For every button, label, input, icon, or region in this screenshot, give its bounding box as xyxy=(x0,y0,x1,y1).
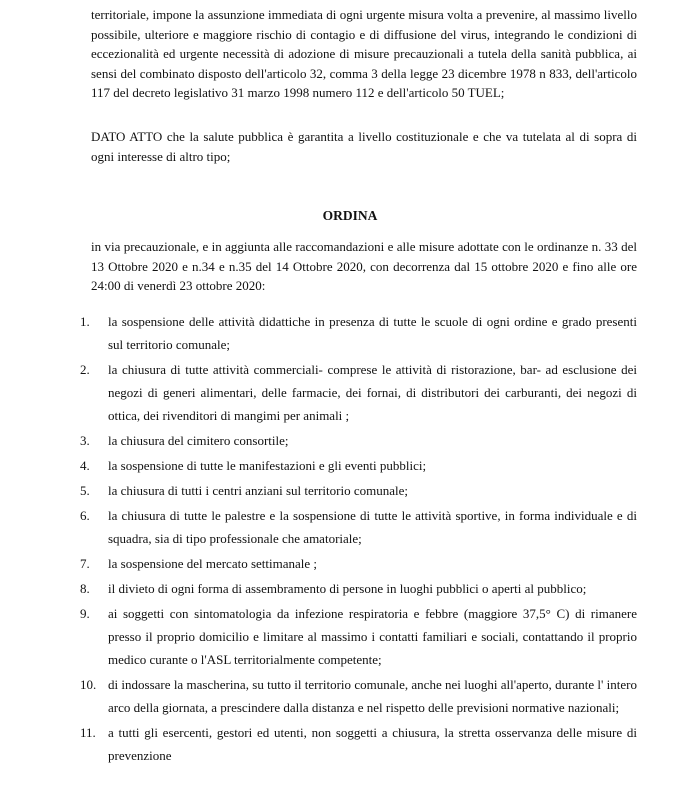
list-item-text: la chiusura di tutte le palestre e la sospensione di tutte le attività sportive, in forma individuale e di squadra, sia di tipo professionale che amatoriale; xyxy=(108,508,637,546)
list-item-number: 10. xyxy=(80,677,97,692)
intro-paragraph: in via precauzionale, e in aggiunta alle raccomandazioni e alle misure adottate con le ordinanze n. 33 del 13 Ottobre 2020 e n.34 e n.35 del 14 Ottobre 2020, con decorrenza dal 15 ottobre 2020 e fino alle ore 24:00 di venerdì 23 ottobre 2020: xyxy=(91,239,637,293)
list-item-number: 1. xyxy=(80,314,90,329)
list-item-number: 6. xyxy=(80,508,90,523)
list-item-number: 11. xyxy=(80,725,96,740)
list-item-number: 7. xyxy=(80,556,90,571)
list-item xyxy=(80,454,637,477)
list-item xyxy=(80,673,637,719)
list-item-number: 2. xyxy=(80,362,90,377)
list-item xyxy=(80,552,637,575)
list-item xyxy=(80,358,637,427)
list-item-text: ai soggetti con sintomatologia da infezione respiratoria e febbre (maggiore 37,5° C) di rimanere presso il proprio domicilio e limitare al massimo i contatti familiari e sociali, contattando il proprio medico curante o l'ASL territorialmente competente; xyxy=(108,606,637,667)
list-item-text: il divieto di ogni forma di assembramento di persone in luoghi pubblici o aperti al pubblico; xyxy=(108,581,587,596)
list-item-number: 4. xyxy=(80,458,90,473)
list-item-text: a tutti gli esercenti, gestori ed utenti, non soggetti a chiusura, la stretta osservanza delle misure di prevenzione xyxy=(108,725,637,763)
list-item xyxy=(80,504,637,550)
list-item-number: 5. xyxy=(80,483,90,498)
preamble-paragraph: territoriale, impone la assunzione immediata di ogni urgente misura volta a prevenire, al massimo livello possibile, ulteriore e maggiore rischio di contagio e di diffusione del virus, integrando le condizioni di eccezionalità ed urgente necessità di adozione di misure precauzionali a tutela della sanità pubblica, ai sensi del combinato disposto dell'articolo 32, comma 3 della legge 23 dicembre 1978 n 833, dell'articolo 117 del decreto legislativo 31 marzo 1998 numero 112 e dell'articolo 50 TUEL; xyxy=(91,7,637,100)
measures-list xyxy=(80,310,637,769)
list-item-number: 3. xyxy=(80,433,90,448)
list-item xyxy=(80,602,637,671)
list-item-text: la chiusura del cimitero consortile; xyxy=(108,433,289,448)
dato-atto-paragraph: DATO ATTO che la salute pubblica è garantita a livello costituzionale e che va tutelata al di sopra di ogni interesse di altro tipo; xyxy=(91,129,637,164)
list-item xyxy=(80,479,637,502)
list-item-text: di indossare la mascherina, su tutto il territorio comunale, anche nei luoghi all'aperto, durante l' intero arco della giornata, a prescindere dalla distanza e nel rispetto delle previsioni normative nazionali; xyxy=(108,677,637,715)
ordina-heading: ORDINA xyxy=(322,208,378,223)
list-item xyxy=(80,310,637,356)
list-item-text: la chiusura di tutte attività commerciali- comprese le attività di ristorazione, bar- ad esclusione dei negozi di generi alimentari, delle farmacie, dei fornai, di distributori dei carburanti, dei negozi di ottica, dei rivenditori di mangimi per animali ; xyxy=(108,362,637,423)
list-item-text: la chiusura di tutti i centri anziani sul territorio comunale; xyxy=(108,483,408,498)
list-item-text: la sospensione delle attività didattiche in presenza di tutte le scuole di ogni ordine e grado presenti sul territorio comunale; xyxy=(108,314,637,352)
list-item xyxy=(80,577,637,600)
list-item-text: la sospensione del mercato settimanale ; xyxy=(108,556,318,571)
list-item-number: 8. xyxy=(80,581,90,596)
list-item-number: 9. xyxy=(80,606,90,621)
list-item-text: la sospensione di tutte le manifestazioni e gli eventi pubblici; xyxy=(108,458,427,473)
list-item xyxy=(80,721,637,767)
list-item xyxy=(80,429,637,452)
